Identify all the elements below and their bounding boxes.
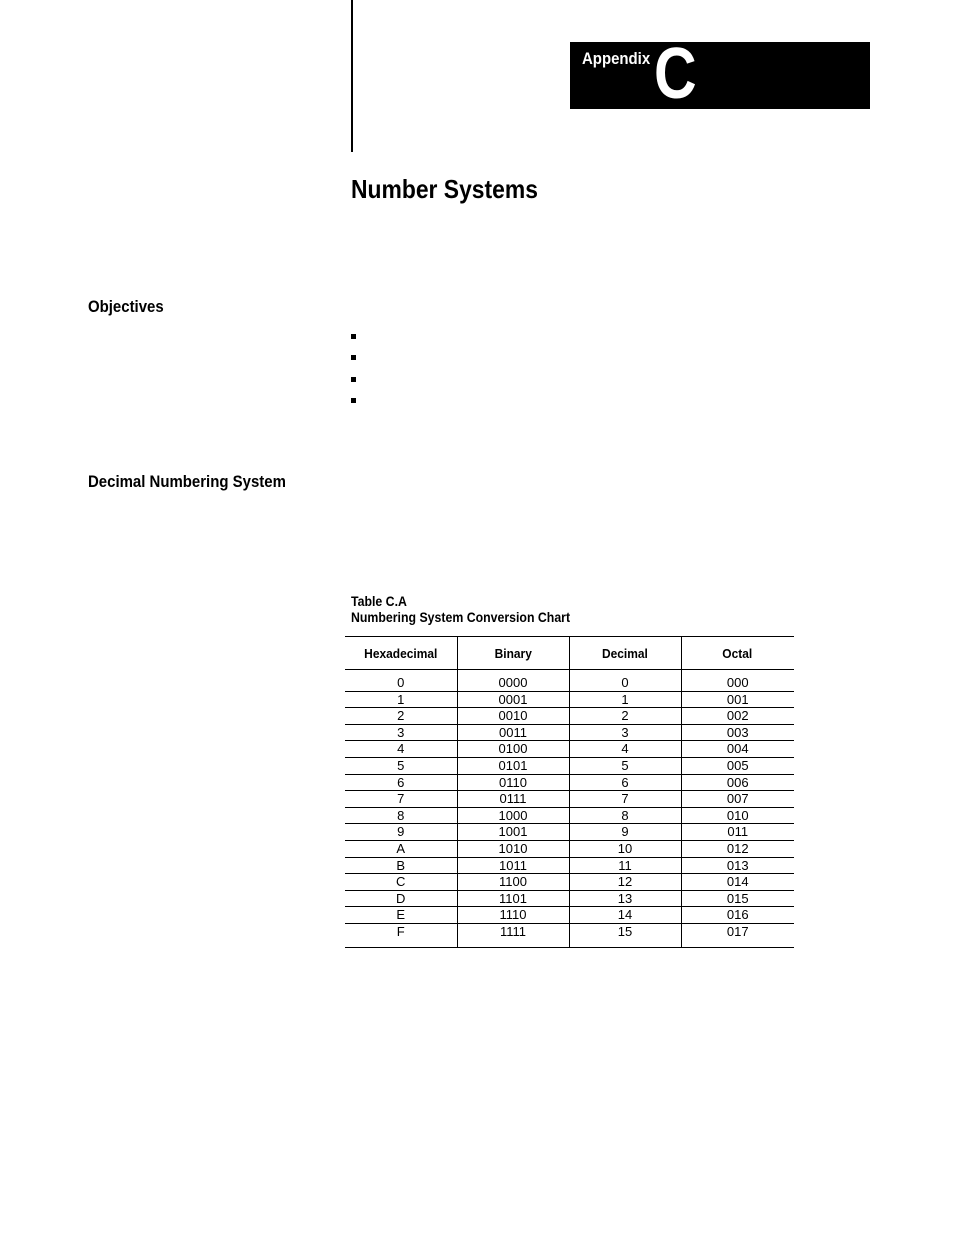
decimal-cell: 9: [569, 824, 681, 841]
decimal-cell: 2: [569, 708, 681, 725]
octal-cell: 012: [681, 840, 794, 857]
bullet-marker: [351, 355, 356, 360]
hex-cell: 1: [345, 691, 457, 708]
table-row: [345, 874, 794, 891]
octal-cell: 004: [681, 741, 794, 758]
hex-cell: 9: [345, 824, 457, 841]
bullet-marker: [351, 334, 356, 339]
appendix-tab: [570, 34, 870, 114]
decimal-cell: 13: [569, 890, 681, 907]
appendix-letter: C: [654, 34, 697, 114]
octal-cell: 006: [681, 774, 794, 791]
hex-cell: 2: [345, 708, 457, 725]
column-header-octal: Octal: [681, 637, 794, 670]
binary-cell: 0101: [457, 757, 569, 774]
hex-cell: A: [345, 840, 457, 857]
binary-cell: 0010: [457, 708, 569, 725]
bullet-marker: [351, 377, 356, 382]
decimal-cell: 15: [569, 923, 681, 947]
column-header-binary: Binary: [457, 637, 569, 670]
binary-cell: 1100: [457, 874, 569, 891]
column-header-hexadecimal: Hexadecimal: [345, 637, 457, 670]
octal-cell: 000: [681, 670, 794, 692]
table-caption: [351, 593, 570, 625]
decimal-cell: 1: [569, 691, 681, 708]
octal-cell: 014: [681, 874, 794, 891]
hex-cell: 4: [345, 741, 457, 758]
decimal-cell: 0: [569, 670, 681, 692]
appendix-label: Appendix: [582, 49, 651, 68]
octal-cell: 002: [681, 708, 794, 725]
decimal-cell: 10: [569, 840, 681, 857]
decimal-cell: 12: [569, 874, 681, 891]
binary-cell: 1000: [457, 807, 569, 824]
decimal-cell: 6: [569, 774, 681, 791]
objectives-heading: Objectives: [88, 297, 164, 316]
table-row: [345, 907, 794, 924]
table-row: [345, 840, 794, 857]
binary-cell: 0100: [457, 741, 569, 758]
table-row: [345, 824, 794, 841]
decimal-cell: 8: [569, 807, 681, 824]
binary-cell: 1011: [457, 857, 569, 874]
hex-cell: F: [345, 923, 457, 947]
binary-cell: 1110: [457, 907, 569, 924]
decimal-cell: 3: [569, 724, 681, 741]
column-header-decimal: Decimal: [569, 637, 681, 670]
octal-cell: 017: [681, 923, 794, 947]
table-row: [345, 708, 794, 725]
hex-cell: C: [345, 874, 457, 891]
binary-cell: 0011: [457, 724, 569, 741]
octal-cell: 005: [681, 757, 794, 774]
page-title: Number Systems: [351, 174, 538, 204]
hex-cell: E: [345, 907, 457, 924]
table-row: [345, 691, 794, 708]
octal-cell: 013: [681, 857, 794, 874]
hex-cell: 0: [345, 670, 457, 692]
octal-cell: 015: [681, 890, 794, 907]
conversion-table: [345, 636, 794, 948]
decimal-cell: 11: [569, 857, 681, 874]
table-row: [345, 857, 794, 874]
hex-cell: 3: [345, 724, 457, 741]
hex-cell: 5: [345, 757, 457, 774]
binary-cell: 1101: [457, 890, 569, 907]
binary-cell: 0000: [457, 670, 569, 692]
binary-cell: 1001: [457, 824, 569, 841]
octal-cell: 003: [681, 724, 794, 741]
table-header-row: [345, 637, 794, 670]
decimal-cell: 7: [569, 791, 681, 808]
hex-cell: B: [345, 857, 457, 874]
table-label: Table C.A: [351, 593, 407, 609]
hex-cell: D: [345, 890, 457, 907]
octal-cell: 011: [681, 824, 794, 841]
binary-cell: 0001: [457, 691, 569, 708]
octal-cell: 007: [681, 791, 794, 808]
binary-cell: 1010: [457, 840, 569, 857]
table-row: [345, 890, 794, 907]
table-row: [345, 757, 794, 774]
binary-cell: 0111: [457, 791, 569, 808]
hex-cell: 7: [345, 791, 457, 808]
decimal-cell: 14: [569, 907, 681, 924]
hex-cell: 8: [345, 807, 457, 824]
octal-cell: 016: [681, 907, 794, 924]
table-row: [345, 741, 794, 758]
octal-cell: 001: [681, 691, 794, 708]
table-row: [345, 791, 794, 808]
octal-cell: 010: [681, 807, 794, 824]
table-row: [345, 807, 794, 824]
decimal-cell: 4: [569, 741, 681, 758]
margin-rule: [351, 0, 353, 152]
table-row: [345, 670, 794, 692]
binary-cell: 0110: [457, 774, 569, 791]
table-row: [345, 774, 794, 791]
decimal-cell: 5: [569, 757, 681, 774]
hex-cell: 6: [345, 774, 457, 791]
table-title: Numbering System Conversion Chart: [351, 609, 571, 625]
bullet-marker: [351, 398, 356, 403]
table-row: [345, 724, 794, 741]
decimal-heading: Decimal Numbering System: [88, 472, 286, 491]
table-row: [345, 923, 794, 947]
binary-cell: 1111: [457, 923, 569, 947]
